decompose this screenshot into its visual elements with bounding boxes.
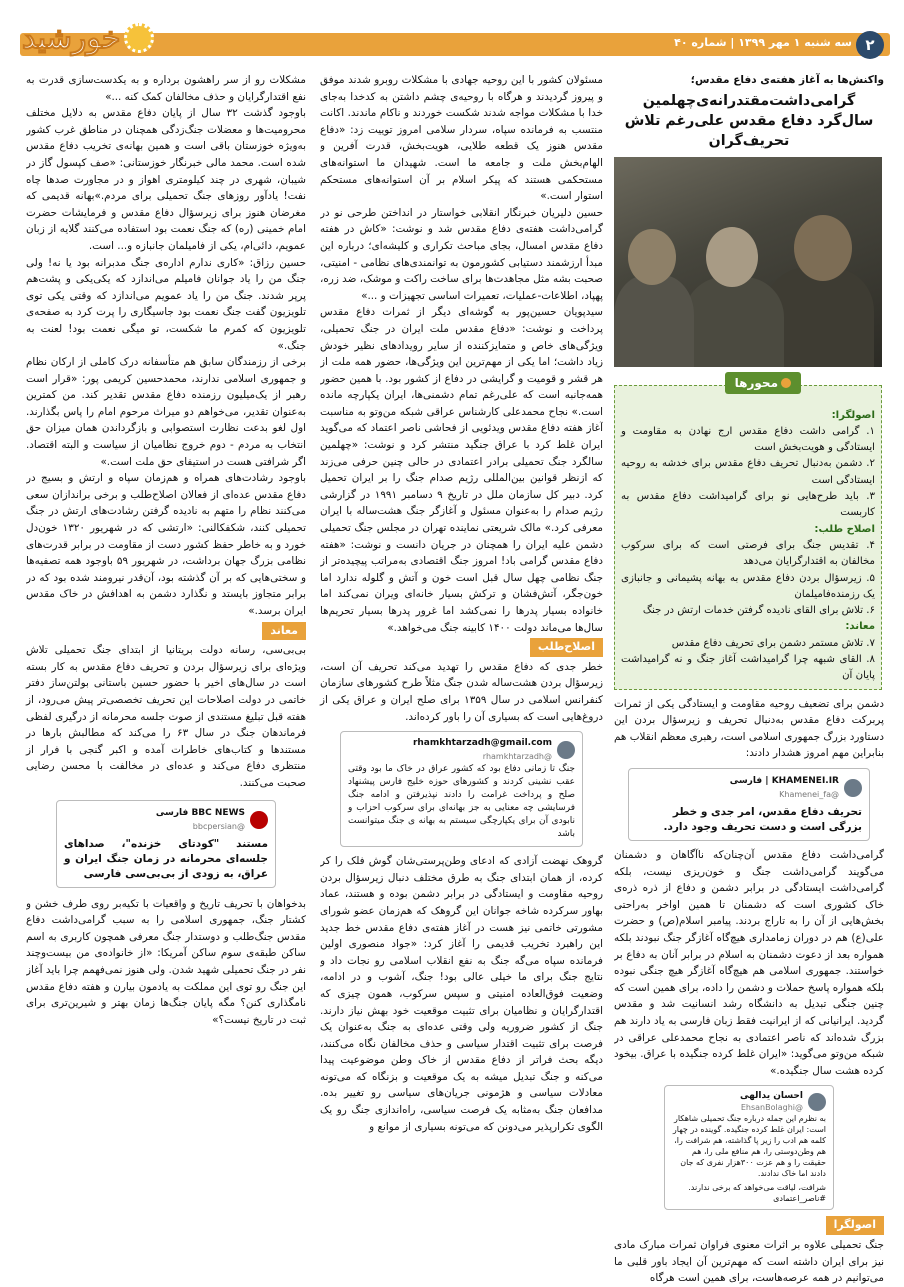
body-paragraph: جنگ تحمیلی علاوه بر اثرات معنوی فراوان ثمرات مبارک مادی نیز برای ایران داشته است که مهم‌ترین آن ایجاد باور قلبی ما می‌توانیم در همه عرصه‌هاست، برای همین است هرگاه bbox=[614, 1238, 884, 1285]
section-label-moaned: معاند bbox=[262, 622, 306, 641]
avatar bbox=[844, 779, 862, 797]
logo-text: خورشید bbox=[22, 20, 121, 56]
tweet-text: مستند "کودتای خزنده"، صداهای جلسه‌ای محرمانه در زمان جنگ ایران و عراق، به زودی از بی‌بی‌سی فارسی bbox=[64, 837, 268, 880]
tweet-rhamkh: rhamkhtarzadh@gmail.com @rhamkhtarzadh جنگ تا زمانی دفاع بود که کشور عراق در خاک ما بود وقتی عقب نشینی کردند و کشورهای حوزه خلیج فارس پیشنهاد صلح و پرداخت غرامت را دادند نپذیرفتن و ادامه جنگ فرسایشی چه معنایی به جز بهانه‌ای برای سرکوب احزاب و نابودی آن برای یکپارچگی سیستم به بهانه ی جنگ میتوانست باشد bbox=[340, 731, 583, 847]
right-column bbox=[614, 72, 884, 1287]
body-paragraph: مشکلات رو از سر راهشون برداره و به یکدست‌سازی قدرت به نفع اقتدارگرایان و حذف مخالفان کمک کنه ...» bbox=[26, 74, 306, 103]
body-paragraph: برخی از رزمندگان سابق هم متأسفانه درک کاملی از ارکان نظام و جمهوری اسلامی ندارند، محمدحسین کریمی پور: «قرار است رهبر از یک‌میلیون رزمنده دفاع مقدس تقدیر کند. من کمترین به‌عنوان تقدیر، می‌خواهم دو میراث مرحوم امام را پاس بگذارند. اول لغو بدعت نظارت استصوابی و بازگرداندن همان میزان حق انتخاب به مردم - دوم خروج نظامیان از سیاست و البته اقتصاد. اگر شرافتی هست در استیفای حق ملت است.» bbox=[26, 356, 306, 468]
body-paragraph: حسین دلیریان خبرنگار انقلابی خواستار در انداختن طرحی نو در گرامی‌داشت هفته‌ی دفاع مقدس شد و نوشت: «کاش در هفته دفاع مقدس امسال، بجای مباحث تکراری و کلیشه‌ای؛ درباره این مبدأ ارزشمند دستیابی کشورمون به توانمندی‌های نظامی - امنیتی، صحبت بشه مثل مجاهدت‌ها برای ساخت راکت و موشک، ضد زره، پهپاد، اطلاعات-عملیات، تعمیرات اساسی تجهیزات و ...» bbox=[320, 206, 603, 302]
key-point: ۱. گرامی داشت دفاع مقدس ارج نهادن به مقاومت و ایستادگی و هویت‌بخش است bbox=[621, 425, 875, 454]
center-column bbox=[320, 72, 603, 1135]
key-point: ۲. دشمن به‌دنبال تحریف دفاع مقدس برای خدشه به روحیه ایستادگی است bbox=[621, 458, 875, 486]
body-paragraph: بی‌بی‌سی، رسانه دولت بریتانیا از ابتدای جنگ تحمیلی تلاش ویژه‌ای برای زیرسؤال بردن و تحریف دفاع مقدس به کار بسته است در سال‌های اخیر با حضور حسین باستانی بولتن‌ساز دفتر خاتمی در دولت اصلاحات این تحریف تخصصی‌تر پیش می‌رود، از هفته قبل تبلیغ مستندی از صوت جلسه محرمانه از درگیری لفظی فرماندهان جنگ در سال ۶۳ را می‌کند که مطالبش بارها در مستندها و کتاب‌های خاطرات آمده و اکبر گنجی با فرار از منتظری دفاع می‌کند و عده‌ای در مخالفت با محسن رضایی صحبت می‌کنند. bbox=[26, 644, 306, 789]
sun-icon bbox=[124, 23, 154, 53]
article-kicker: واکنش‌ها به آغاز هفته‌ی دفاع مقدس؛ bbox=[690, 74, 884, 86]
bbc-logo-icon bbox=[250, 811, 268, 829]
key-points-box bbox=[614, 375, 882, 690]
body-paragraph: باوجود رشادت‌های همراه و هم‌زمان سپاه و ارتش و بسیج در دفاع مقدس عده‌ای از فعالان اصلاح‌طلب و برخی براندازان سعی می‌کنند نظام را متهم به نادیده گرفتن رشادت‌های ارتش در جنگ تحمیلی کنند، شکفکالنی: «ارتشی که در شهریور ۱۳۲۰ خون‌دل خورد و به خاطر حفظ کشور دست از مقاومت در برابر قدرت‌های نظامی بزرگ جهان برداشت، در شهریور ۵۹ باوجود همه تصفیه‌ها و سختی‌هایی که بر آن گذشته بود، آن‌قدر نیرومند شده بود که در برابر متجاوز بایستد و نگذارد دشمن به اهدافش در خاک مقدس ایران برسد.» bbox=[26, 472, 306, 617]
gear-icon bbox=[781, 378, 791, 388]
body-paragraph: بدخواهان با تحریف تاریخ و واقعیات با تکیه‌بر روی طرف خشن و کشتار جنگ، جمهوری اسلامی را به سبب گرامی‌داشت دفاع مقدس جنگ‌طلب و دوستدار جنگ معرفی همچون کاربری به اسم ساکن طبقه‌ی سوم ساکن آمریکا: «از خانواده‌ی من بیست‌وچند نفر در جنگ تحمیلی شهید شدن. ولی هنوز نمی‌فهمم چرا باید آغاز این جنگ رو توی این مملکت به یادمون بیارن و هفته دفاع مقدس نامگذاری کنن؟ مگه پایان جنگ‌ها زمان بهتر و شیرین‌تری برای ثبت در تاریخ نیست؟» bbox=[26, 897, 306, 1026]
article-photo bbox=[614, 157, 882, 367]
tweet-khamenei: KHAMENEI.IR | فارسی @Khamenei_fa تحریف دفاع مقدس، امر جدی و خطر بزرگی است و دست تحریف وجود دارد. bbox=[628, 768, 870, 841]
key-point: ۶. تلاش برای القای نادیده گرفتن خدمات ارتش در جنگ bbox=[642, 605, 875, 617]
tweet-ehsan: احسان یدالهی @EhsanBolaghi به نظرم این جمله درباره جنگ تحمیلی شاهکار است: ایران غلط کرده جنگیده. گوینده در چهار کلمه هم ادب را زیر پا گذاشته، هم شرافت را، هم وطن‌دوستی را، هم منافع ملی را، هم حقیقت را و هم عزت ۳۰۰هزار نفری که جان دادند اما خاک ندادند. شرافت، لیاقت می‌خواهد که برخی ندارند. #ناصر_اعتمادی bbox=[664, 1085, 834, 1210]
tweet-text: به نظرم این جمله درباره جنگ تحمیلی شاهکار است: ایران غلط کرده جنگیده. گوینده در چهار کلمه هم ادب را زیر پا گذاشته، هم شرافت را، هم وطن‌دوستی را، هم منافع ملی را، هم حقیقت را و هم عزت ۳۰۰هزار نفری که جان دادند اما خاک ندادند. bbox=[672, 1114, 826, 1179]
body-paragraph: مسئولان کشور با این روحیه جهادی با مشکلات روبرو شدند موفق و پیروز گردیدند و هرگاه با روحیه‌ی چشم داشتن به کدخدا به‌جای خدا با مشکلات مواجه شدند شکست خوردند و ناکام ماندند. اکانت منتسب به فرمانده سپاه، سردار سلامی امروز توییت زد: «دفاع مقدس هنوز یک قطعه طلایی، هویت‌بخش، قدرت آفرین و الهام‌بخش ملت و جامعه ما است. شهیدان ما استوانه‌های مستحکمی هستند که پیکر اسلام بر آن استوانه‌های مستحکم استوار است.» bbox=[320, 74, 603, 203]
key-point: ۸. القای شبهه چرا گرامیداشت آغاز جنگ و نه گرامیداشت پایان آن bbox=[621, 654, 875, 682]
group-head: اصلاح طلب: bbox=[814, 523, 875, 535]
tweet-bbc: BBC NEWS فارسی @bbcpersian مستند "کودتای خزنده"، صداهای جلسه‌ای محرمانه در زمان جنگ ایران و عراق، به زودی از بی‌بی‌سی فارسی bbox=[56, 800, 276, 888]
group-head: اصولگرا: bbox=[831, 409, 875, 421]
issue-date: سه شنبه ۱ مهر ۱۳۹۹ | شماره ۴۰ bbox=[674, 36, 852, 49]
page-number: ۲ bbox=[856, 31, 884, 59]
key-points-title: محورها bbox=[725, 372, 801, 395]
group-head: معاند: bbox=[845, 621, 875, 633]
key-point: ۴. تقدیس جنگ برای فرصتی است که برای سرکوب مخالفان به اقتدارگرایان می‌دهد bbox=[621, 539, 875, 568]
key-point: ۷. تلاش مستمر دشمن برای تحریف دفاع مقدس bbox=[671, 637, 875, 649]
body-paragraph: گرامی‌داشت دفاع مقدس آن‌چنان‌که ناآگاهان و دشمنان می‌گویند گرامی‌داشت جنگ و خون‌ریزی نیست، بلکه گرامی‌داشت ایستادگی در برابر دشمن و دفاع از ذره ذره‌ی خاک کشوری است که دشمنان تا همین اواخر به‌راحتی بخش‌هایی از آن را به تاراج بردند. پیامبر اسلام(ص) و حضرت علی(ع) هم در دوران زمامداری هیچ‌گاه آغازگر جنگ نبودند بلکه همواره بعد از دعوت دشمنان به اسلام در برابر آنان به دفاع بر خواستند. جمهوری اسلامی هم هیچ‌گاه آغازگر هیچ جنگی نبوده بلکه همواره پاسخ حملات و دشمن را داده، برای همین است که چنین جنگی تبدیل به دانشگاه رشد انسانیت شد و مقدس گردید. ایرانیانی که از ایرانیت فقط زبان فارسی به یاد دارند هم بزرگ شده‌اند که ناصر اعتمادی به نجاح محمدعلی عراقی در شبکه من‌وتو می‌گوید: «ایران غلط کرده جنگیده با عراق. بیخود کرده هشت سال جنگیده.» bbox=[614, 849, 884, 1077]
tweet-text: تحریف دفاع مقدس، امر جدی و خطر بزرگی است و دست تحریف وجود دارد. bbox=[663, 806, 862, 834]
article-headline: گرامی‌داشت‌مقتدرانه‌ی‌چهلمین سال‌گرد دفاع مقدس علی‌رغم تلاش تحریف‌گران bbox=[624, 92, 874, 149]
avatar bbox=[808, 1093, 826, 1111]
left-column bbox=[26, 72, 306, 1028]
section-label-usulgara: اصولگرا bbox=[826, 1216, 884, 1235]
key-point: ۳. باید طرح‌هایی نو برای گرامیداشت دفاع مقدس به کاربست bbox=[621, 491, 875, 519]
body-paragraph: دشمن برای تضعیف روحیه مقاومت و ایستادگی یکی از ثمرات پربرکت دفاع مقدس به‌دنبال تحریف و زیرسؤال بردن این دستاورد بزرگ جمهوری اسلامی است، رهبری معظم انقلاب هم بنابراین مهم امروز هشدار دادند: bbox=[614, 697, 884, 760]
body-paragraph: باوجود گذشت ۳۲ سال از پایان دفاع مقدس به دلایل مختلف محرومیت‌ها و معضلات جنگ‌زدگی همچنان در مناطق غرب کشور به‌ویژه خوزستان باقی است و همین بهانه‌ی تخریب دفاع مقدس شده است. محمد مالی خبرنگار خوزستانی: «صف کپسول گاز در شیبان، شهری در چند کیلومتری اهواز و در مجاورت صدها چاه نفت! یادآور روزهای جنگ تحمیلی برای مردم.»بهانه قدیمی که مغرضان هنوز برای زیرسؤال دفاع مقدس و فرمایشات حضرت امام خمینی (ره) که جنگ نعمت بود استفاده می‌کنند گلایه از زبان عمویم، دائی‌ام، یکی از فامیلمان جانبازه و... است. bbox=[26, 107, 306, 252]
page-header bbox=[0, 0, 904, 62]
body-paragraph: سیدپویان حسین‌پور به گوشه‌ای دیگر از ثمرات دفاع مقدس پرداخت و نوشت: «دفاع مقدس ملت ایران در جنگ تحمیلی، ویژگی‌های خاص و متمایزکننده از سایر رویدادهای نظیر خودش زیاد داشت؛ اما یکی از مهم‌ترین این ویژگی‌ها، حضور همه ملت از هر قشر و قومیت و گرایشی در دفاع از کشور بود. با همین حضور همه‌جانبه است که علی‌رغم تمام دشمنی‌ها، ایران یکپارچه مانده است.» نجاح محمدعلی کارشناس عراقی شبکه من‌وتو به مناسبت آغاز هفته دفاع مقدس ویدئویی از فحاشی ناصر اعتماد که می‌گوید ایران غلط کرد با عراق جنگید منتشر کرد و نوشت: «چهلمین سالگرد جنگ تحمیلی برادر اعتمادی در حالی چنین حرفی می‌زند که ازنظر قوانین بین‌المللی رژیم صدام جنگ را بر ایران تحمیل کرد. دبیر کل سازمان ملل در تاریخ ۹ دسامبر ۱۹۹۱ در گزارشی رژیم صدام را به‌عنوان مسئول و آغازگر جنگ هشت‌ساله با ایران معرفی کرد.» مالک شریعتی نماینده تهران در مجلس جنگ تحمیلی دشمن علیه ایران را همچنان در جریان دانست و نوشت: «هفته دفاع مقدس گرامی باد! امروز جنگ اقتصادی به‌مراتب پیچیده‌تر از جنگ نظامی چهل سال قبل است خون و آتش و گلوله ندارد اما خون‌جگر، آتش‌فشان و ترکش بسیار خانه‌ای ویران نمی‌کند اما خانواده بسیار پدرها را نمی‌کشد اما غرور پدرها بسیار تحریم‌ها سال‌ها می‌ماند دولت ۱۴۰۰ کابینه جنگ می‌خواهد.» bbox=[320, 306, 603, 634]
body-paragraph: خطر جدی که دفاع مقدس را تهدید می‌کند تحریف آن است، زیرسؤال بردن هشت‌ساله شدن جنگ مثلاً طرح کشورهای سازمان کنفرانس اسلامی در سال ۱۳۵۹ برای صلح ایران و عراق یکی از دروغ‌هایی است که بسیاری آن را باور کرده‌اند. bbox=[320, 660, 603, 723]
key-point: ۵. زیرسؤال بردن دفاع مقدس به بهانه پشیمانی و جانبازی یک رزمنده‌فامیلمان bbox=[621, 572, 875, 600]
newspaper-logo bbox=[22, 18, 182, 58]
tweet-footer: شرافت، لیاقت می‌خواهد که برخی ندارند. #ناصر_اعتمادی bbox=[688, 1183, 826, 1204]
body-paragraph: گروهک نهضت آزادی که ادعای وطن‌پرستی‌شان گوش فلک را کر کرده، از همان ابتدای جنگ به طرق مختلف دنبال زیرسؤال بردن روحیه مقاومت و ایستادگی در برابر دشمن بوده و هستند، عماد بهاور سرکرده شاخه جوانان این گروهک که هم‌زمان عضو شورای مشورتی خاتمی نیز هست در آغاز هفته‌ی دفاع مقدس خط جدید این راهبرد تخریب قدیمی را آغاز کرد: «جواد منصوری اولین فرمانده سپاه می‌گه جنگ به نفع انقلاب اسلامی رو نجات داد و نتایج جنگ برای ما خیلی عالی بود! جنگ، آشوب و در ادامه، وضعیت فوق‌العاده امنیتی و سپس سرکوب، همون چیزی که اقتدارگرایان و نظامیان برای تثبیت موقعیت خود بهش نیاز دارند. جنگ از کشور ضروریه ولی وقتی عده‌ای به جنگ به‌عنوان یک فرصت برای تثبیت اقتدار سیاسی و حذف مخالفان نگاه می‌کنند، دیگه بحث فراتر از دفاع مقدس از خاک وطن موضوعیت پیدا می‌کنه و جنگ تبدیل میشه به یک موقعیت و بزنگاه که می‌تونه معادلات سیاسی و هژمونی جریان‌های سیاسی رو تغییر بده. مدافعان جنگ به‌مثابه یک فرصت سیاسی، راه‌اندازی جنگ رو یک الگوی تکرارپذیر می‌دونن که می‌تونه بسیاری از موانع و bbox=[320, 855, 603, 1133]
avatar bbox=[557, 741, 575, 759]
section-label-eslah: اصلاح‌طلب bbox=[530, 638, 603, 657]
body-paragraph: حسین رزاق: «کاری ندارم اداره‌ی جنگ مدبرانه بود یا نه! ولی جنگ من را یاد جوانان فامیلم می‌اندازد که یکی‌یکی و پشت‌هم پرپر شدند. جنگ من را یاد عمویم می‌اندازد که وقتی یکی توی تلویزیون گفت جنگ نعمت بود جاسیگاری را پرت کرد به صفحه‌ی تلویزیون که کمرم ما شکست، تو میگی نعمت بود! لعنت به جنگ.» bbox=[26, 256, 306, 352]
tweet-text: جنگ تا زمانی دفاع بود که کشور عراق در خاک ما بود وقتی عقب نشینی کردند و کشورهای حوزه خلیج فارس پیشنهاد صلح و پرداخت غرامت را دادند نپذیرفتن و ادامه جنگ فرسایشی چه معنایی به جز بهانه‌ای برای سرکوب احزاب و نابودی آن برای یکپارچگی سیستم به بهانه ی جنگ میتوانست باشد bbox=[348, 764, 575, 840]
